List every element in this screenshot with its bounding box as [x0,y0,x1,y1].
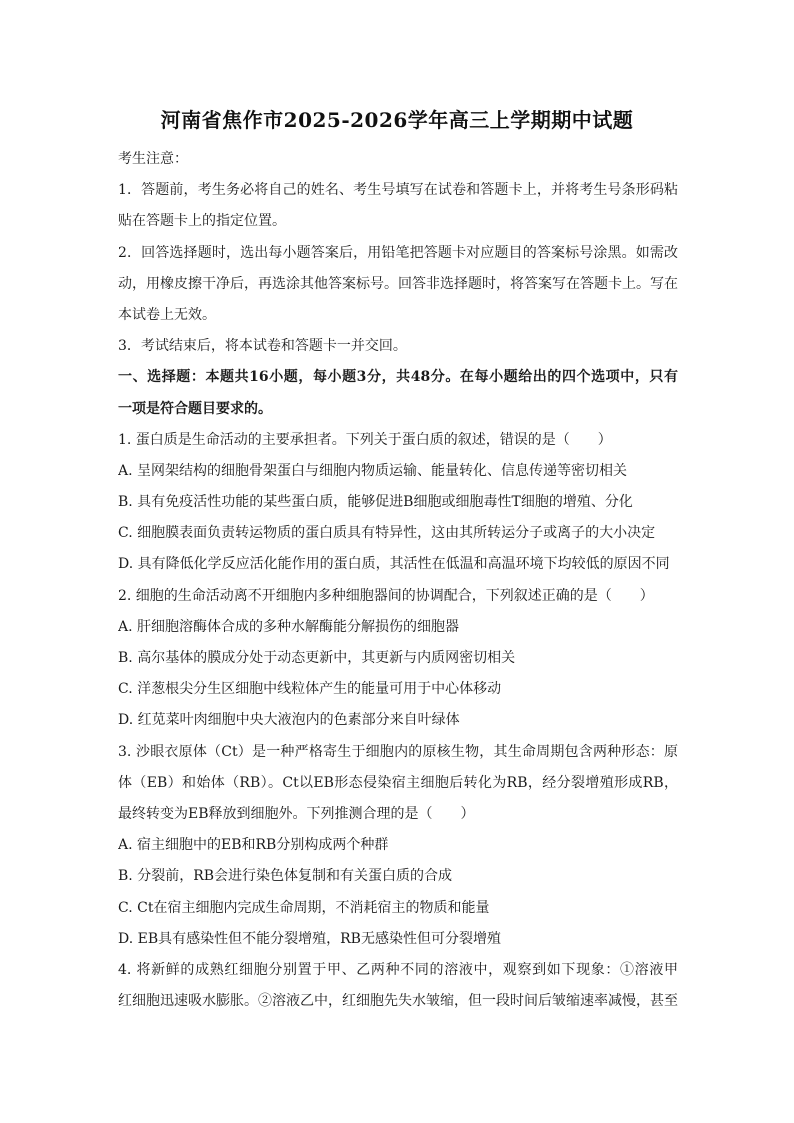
document-body [118,144,678,1017]
section-heading-line-2: 一项是符合题目要求的。 [118,400,272,417]
question-2-option-a: A. 肝细胞溶酶体合成的多种水解酶能分解损伤的细胞器 [118,618,460,635]
notice-item-1-line-1: 1．答题前，考生务必将自己的姓名、考生号填写在试卷和答题卡上，并将考生号条形码粘 [118,182,678,199]
question-4-stem-line-1: 4. 将新鲜的成熟红细胞分别置于甲、乙两种不同的溶液中，观察到如下现象：①溶液甲 [118,961,678,978]
question-3-stem-line-1: 3. 沙眼衣原体（Ct）是一种严格寄生于细胞内的原核生物，其生命周期包含两种形态：原 [118,743,678,760]
question-1-option-b: B. 具有免疫活性功能的某些蛋白质，能够促进B细胞或细胞毒性T细胞的增殖、分化 [118,494,633,511]
question-2-option-c: C. 洋葱根尖分生区细胞中线粒体产生的能量可用于中心体移动 [118,681,502,698]
notice-heading: 考生注意： [118,151,188,167]
question-1-stem: 1. 蛋白质是生命活动的主要承担者。下列关于蛋白质的叙述，错误的是（ ） [118,431,612,448]
question-1-option-d: D. 具有降低化学反应活化能作用的蛋白质，其活性在低温和高温环境下均较低的原因不同 [118,556,670,573]
question-1-option-c: C. 细胞膜表面负责转运物质的蛋白质具有特异性，这由其所转运分子或离子的大小决定 [118,525,656,542]
notice-item-1-line-2: 贴在答题卡上的指定位置。 [118,213,286,230]
question-3-option-d: D. EB具有感染性但不能分裂增殖，RB无感染性但可分裂增殖 [118,930,501,947]
question-2-option-d: D. 红苋菜叶肉细胞中央大液泡内的色素部分来自叶绿体 [118,712,460,729]
question-3-stem-line-2: 体（EB）和始体（RB）。Ct以EB形态侵染宿主细胞后转化为RB，经分裂增殖形成RB， [118,774,678,791]
notice-item-2-line-2: 动，用橡皮擦干净后，再选涂其他答案标号。回答非选择题时，将答案写在答题卡上。写在 [118,275,678,292]
question-3-option-c: C. Ct在宿主细胞内完成生命周期，不消耗宿主的物质和能量 [118,899,490,916]
notice-item-2-line-1: 2．回答选择题时，选出每小题答案后，用铅笔把答题卡对应题目的答案标号涂黑。如需改 [118,244,678,261]
question-3-option-a: A. 宿主细胞中的EB和RB分别构成两个种群 [118,837,389,854]
question-3-stem-line-3: 最终转变为EB释放到细胞外。下列推测合理的是（ ） [118,805,475,822]
question-2-stem: 2. 细胞的生命活动离不开细胞内多种细胞器间的协调配合，下列叙述正确的是（ ） [118,587,654,604]
notice-item-2-line-3: 本试卷上无效。 [118,306,216,323]
question-2-option-b: B. 高尔基体的膜成分处于动态更新中，其更新与内质网密切相关 [118,650,516,666]
notice-item-3-line-1: 3．考试结束后，将本试卷和答题卡一并交回。 [118,338,407,355]
question-4-stem-line-2: 红细胞迅速吸水膨胀。②溶液乙中，红细胞先失水皱缩，但一段时间后皱缩速率减慢，甚至 [118,993,678,1010]
question-1-option-a: A. 呈网架结构的细胞骨架蛋白与细胞内物质运输、能量转化、信息传递等密切相关 [118,462,628,479]
question-3-option-b: B. 分裂前，RB会进行染色体复制和有关蛋白质的合成 [118,868,453,885]
section-heading-line-1: 一、选择题：本题共16小题，每小题3分，共48分。在每小题给出的四个选项中，只有 [118,369,678,386]
page-title: 河南省焦作市2025-2026学年高三上学期期中试题 [160,108,634,132]
